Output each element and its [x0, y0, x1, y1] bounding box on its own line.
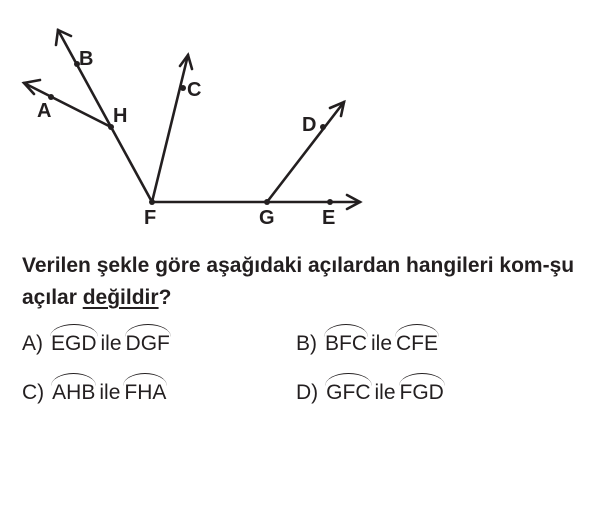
question-text: [22, 250, 592, 314]
label-e: E: [322, 207, 336, 229]
label-g: G: [259, 207, 275, 229]
option-b-letter: B): [296, 332, 317, 355]
ray-fb: [58, 30, 152, 202]
question-lead: Verilen şekle göre aşağıdaki açılardan hangileri kom-şu açılar: [22, 254, 575, 309]
label-c: C: [187, 79, 202, 101]
option-b[interactable]: [296, 332, 438, 356]
point-f: [149, 199, 155, 205]
point-c: [180, 85, 186, 91]
option-b-angle1: BFC: [325, 332, 367, 355]
option-c-connector: ile: [99, 381, 121, 404]
option-d[interactable]: [296, 381, 444, 405]
option-d-letter: D): [296, 381, 319, 404]
geometry-figure: [0, 0, 606, 240]
option-d-angle1: GFC: [326, 381, 371, 404]
option-c[interactable]: [22, 381, 166, 405]
option-a[interactable]: [22, 332, 170, 356]
label-d: D: [302, 114, 317, 136]
label-f: F: [144, 207, 157, 229]
point-g: [264, 199, 270, 205]
label-h: H: [113, 105, 128, 127]
option-a-letter: A): [22, 332, 43, 355]
question-emphasis: değildir: [82, 286, 159, 309]
option-d-angle2: FGD: [399, 381, 444, 404]
option-b-connector: ile: [371, 332, 393, 355]
option-a-angle2: DGF: [125, 332, 170, 355]
option-a-angle1: EGD: [51, 332, 97, 355]
ray-fc: [152, 55, 188, 202]
option-c-angle2: FHA: [124, 381, 167, 404]
label-a: A: [37, 100, 52, 122]
option-d-connector: ile: [374, 381, 396, 404]
option-b-angle2: CFE: [396, 332, 439, 355]
question-mark: ?: [158, 286, 172, 309]
option-c-angle1: AHB: [52, 381, 96, 404]
option-c-letter: C): [22, 381, 45, 404]
point-e: [327, 199, 333, 205]
option-a-connector: ile: [100, 332, 122, 355]
label-b: B: [79, 48, 94, 70]
point-d: [320, 124, 326, 130]
